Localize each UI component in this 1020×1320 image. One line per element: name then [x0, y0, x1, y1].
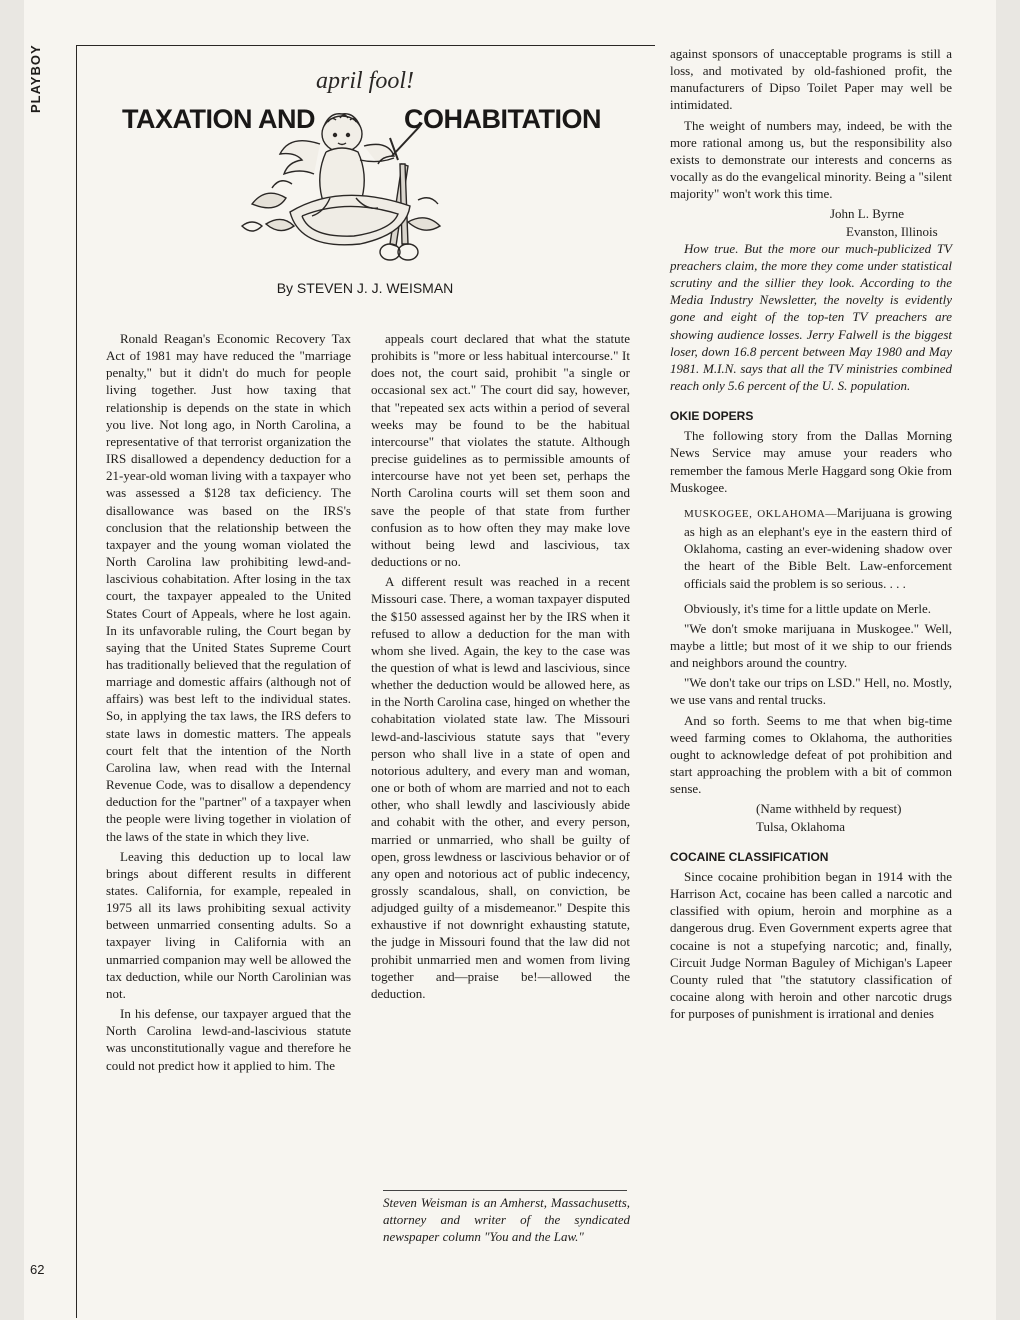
letter-signature-place: Tulsa, Oklahoma: [756, 818, 846, 834]
article-paragraph: appeals court declared that what the statute prohibits is "more or less habitual intercourse." It does not, the court said, prohibit "a single or occasional sex act." The court did say, however, that "repeated sex acts within a period of several weeks may be found to be the habitual intercourse" that violates the statute. Although precise guidelines as to permissible amounts of intercourse have not yet been set, perhaps the North Carolina courts will set them soon and save the people of that state from further confusion as to how often they may make love without being lewd and lascivious, tax deductions or no.: [371, 331, 630, 570]
letter-paragraph: Since cocaine prohibition began in 1914 with the Harrison Act, cocaine has been called a narcotic and classified with opium, heroin and morphine as a dangerous drug. Even Government experts agree that cocaine is not a stupefying narcotic; and, finally, Circuit Judge Norman Baguley of Michigan's Lapeer County ruled that "the statutory classification of cocaine along with heroin and other narcotic drugs for purposes of punishment is irrational and denies: [670, 868, 952, 1022]
article-paragraph: Leaving this deduction up to local law brings about different results in different states. California, for example, repealed in 1975 all its laws prohibiting sexual activity between unmarried consenting adults. So a taxpayer living in California with an unmarried companion may well be allowed the tax deduction, while our North Carolinian was not.: [106, 848, 351, 1001]
article-column-1: [106, 330, 351, 1074]
letter-signature-name: John L. Byrne: [830, 206, 905, 222]
letter-paragraph: The following story from the Dallas Morning News Service may amuse your readers who remember the famous Merle Haggard song Okie from Muskogee.: [670, 428, 952, 495]
letter-signature-place: Evanston, Illinois: [846, 223, 938, 239]
article-title-right: COHABITATION: [404, 104, 601, 134]
cherub-illustration: [232, 104, 452, 274]
article-kicker: april fool!: [315, 68, 414, 94]
section-heading: COCAINE CLASSIFICATION: [670, 849, 829, 864]
article-column-2: [371, 330, 630, 1002]
section-heading: OKIE DOPERS: [670, 409, 754, 424]
author-bio: Steven Weisman is an Amherst, Massachusetts, attorney and writer of the syndicated newspaper column "You and the Law.": [383, 1195, 630, 1244]
letters-column: [670, 45, 952, 1022]
bio-divider: [383, 1190, 627, 1191]
editor-reply: How true. But the more our much-publicized TV preachers claim, the more they come under statistical scrutiny and the sillier they look. According to the Media Industry Newsletter, the novelty is evidently gone and eight of the top-ten TV preachers are showing audience losses. Jerry Falwell is the biggest loser, down 16.8 percent between May 1980 and May 1981. M.I.N. says that all the TV ministries combined reach only 5.6 percent of the U. S. population.: [670, 240, 952, 393]
letter-paragraph: Obviously, it's time for a little update on Merle.: [684, 600, 932, 616]
letter-signature-name: (Name withheld by request): [756, 801, 902, 817]
article-paragraph: Ronald Reagan's Economic Recovery Tax Act of 1981 may have reduced the "marriage penalty," but it didn't do much for people living together. Just how taxing that relationship is depends on the state in which you live. Not long ago, in North Carolina, a representative of that terrorist organization the IRS disallowed a dependency deduction for a 21-year-old woman living with a taxpayer who was assessed a $128 tax deficiency. The disallowance was based on the IRS's conclusion that the relationship between the taxpayer and the young woman violated the North Carolina law prohibiting lewd-and-lascivious cohabitation. After losing in the tax court, the taxpayer appealed to the United States Court of Appeals, where he lost again. In its unfavorable ruling, the Court began by saying that the United States Supreme Court has traditionally believed that the regulation of marriage and domestic affairs (although not of affairs) was best left to the individual states. So, in applying the tax laws, the IRS defers to state laws in domestic matters. The appeals court felt that the intention of the North Carolina law, when read with the Internal Revenue Code, was to disallow a dependency deduction for the "partner" of a taxpayer when the people were living together in violation of the laws of the state in which they live.: [106, 331, 351, 844]
letter-paragraph: And so forth. Seems to me that when big-time weed farming comes to Oklahoma, the authorities ought to acknowledge defeat of pot prohibition and start approaching the problem with a bit of common sense.: [670, 712, 952, 797]
news-dateline: MUSKOGEE, OKLAHOMA—: [684, 507, 837, 520]
article-paragraph: In his defense, our taxpayer argued that the North Carolina lewd-and-lascivious statute was unconstitutionally vague and therefore he could not predict how it applied to him. The: [106, 1006, 351, 1073]
article-paragraph: A different result was reached in a recent Missouri case. There, a woman taxpayer disputed the $150 assessed against her by the IRS when it refused to allow a deduction for the man with whom she lived. Again, the key to the case was the question of what is lewd and lascivious, since whether the deduction would be allowed here, as in the North Carolina case, hinged on whether the cohabitation violated state law. The Missouri lewd-and-lascivious statute says that "every person who shall live in a state of open and notorious adultery, and every man and woman, one or both of whom are married and not to each other, who shall lewdly and lasciviously abide and cohabit with the other, and every person, married or unmarried, who shall be guilty of open, gross lewdness or lascivious behavior or of any open and notorious act of public indecency, grossly scandalous, shall, on conviction, be adjudged guilty of a misdemeanor." Despite this exhaustive if not downright exhausting statute, the judge in Missouri found that the law did not prohibit unmarried men and women from living together and—praise be!—allowed the deduction.: [371, 574, 630, 1001]
article-byline: By STEVEN J. J. WEISMAN: [276, 280, 454, 296]
letter-paragraph: The weight of numbers may, indeed, be with the more rational among us, but the responsibility also exists to demonstrate our interests and concerns as vocally as do the evangelical minority. Being a "silent majority" won't work this time.: [670, 117, 952, 202]
letter-paragraph: against sponsors of unacceptable programs is still a loss, and motivated by old-fashioned profit, the manufacturers of Dipso Toilet Paper may well be intimidated.: [670, 46, 952, 113]
letter-paragraph: "We don't take our trips on LSD." Hell, no. Mostly, we use vans and rental trucks.: [670, 675, 952, 708]
article-title-left: TAXATION AND: [122, 104, 315, 134]
magazine-name: PLAYBOY: [28, 44, 43, 113]
letter-paragraph: "We don't smoke marijuana in Muskogee." Well, maybe a little; but most of it we ship to our friends and neighbors around the country.: [670, 620, 952, 671]
page-number: 62: [30, 1262, 45, 1277]
news-quote: [684, 504, 952, 592]
news-quote-text: Marijuana is growing as high as an elephant's eye in the eastern third of Oklahoma, casting an ever-widening shadow over the heart of the Bible Belt. Law-enforcement officials said the problem is so serious. . . .: [684, 504, 952, 591]
